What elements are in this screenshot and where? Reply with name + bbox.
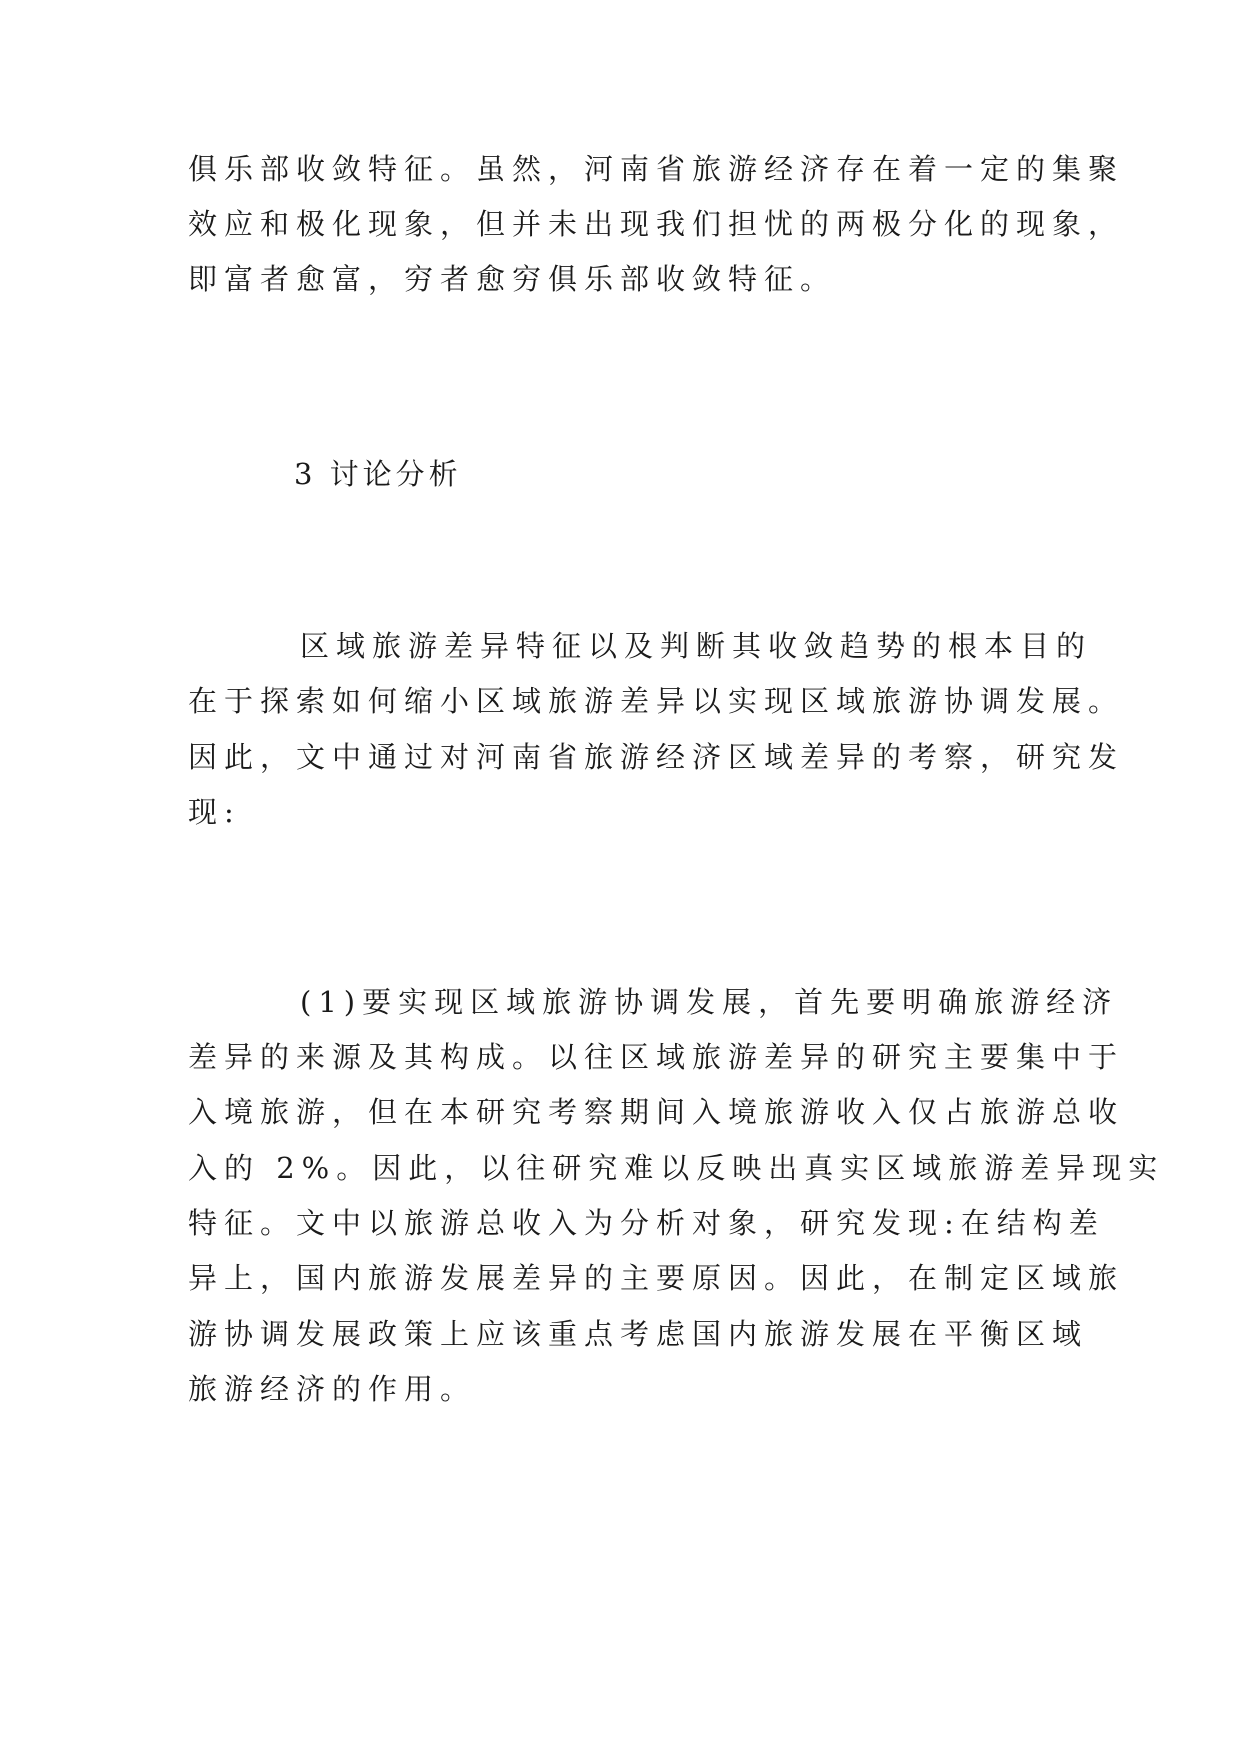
paragraph-point1-line-2: 差异的来源及其构成。以往区域旅游差异的研究主要集中于 — [188, 1040, 1125, 1074]
paragraph-top-line-3: 即富者愈富，穷者愈穷俱乐部收敛特征。 — [188, 262, 837, 296]
paragraph-point1-line-6: 异上，国内旅游发展差异的主要原因。因此，在制定区域旅 — [188, 1261, 1125, 1295]
paragraph-point1-line-7: 游协调发展政策上应该重点考虑国内旅游发展在平衡区域 — [188, 1317, 1089, 1351]
paragraph-intro-line-2: 在于探索如何缩小区域旅游差异以实现区域旅游协调发展。 — [188, 684, 1125, 718]
paragraph-top-line-1: 俱乐部收敛特征。虽然，河南省旅游经济存在着一定的集聚 — [188, 152, 1125, 186]
paragraph-point1-line-4: 入的 2%。因此，以往研究难以反映出真实区域旅游差异现实 — [188, 1151, 1165, 1185]
paragraph-intro-line-1: 区域旅游差异特征以及判断其收敛趋势的根本目的 — [300, 629, 1093, 663]
paragraph-intro-line-3: 因此，文中通过对河南省旅游经济区域差异的考察，研究发 — [188, 740, 1125, 774]
paragraph-point1-line-8: 旅游经济的作用。 — [188, 1372, 477, 1406]
paragraph-point1-line-1: (1)要实现区域旅游协调发展，首先要明确旅游经济 — [300, 985, 1119, 1019]
section-heading: 3 讨论分析 — [294, 457, 462, 491]
paragraph-top-line-2: 效应和极化现象，但并未出现我们担忧的两极分化的现象， — [188, 207, 1125, 241]
paragraph-point1-line-3: 入境旅游，但在本研究考察期间入境旅游收入仅占旅游总收 — [188, 1095, 1125, 1129]
paragraph-intro-line-4: 现: — [188, 795, 241, 829]
paragraph-point1-line-5: 特征。文中以旅游总收入为分析对象，研究发现:在结构差 — [188, 1206, 1105, 1240]
